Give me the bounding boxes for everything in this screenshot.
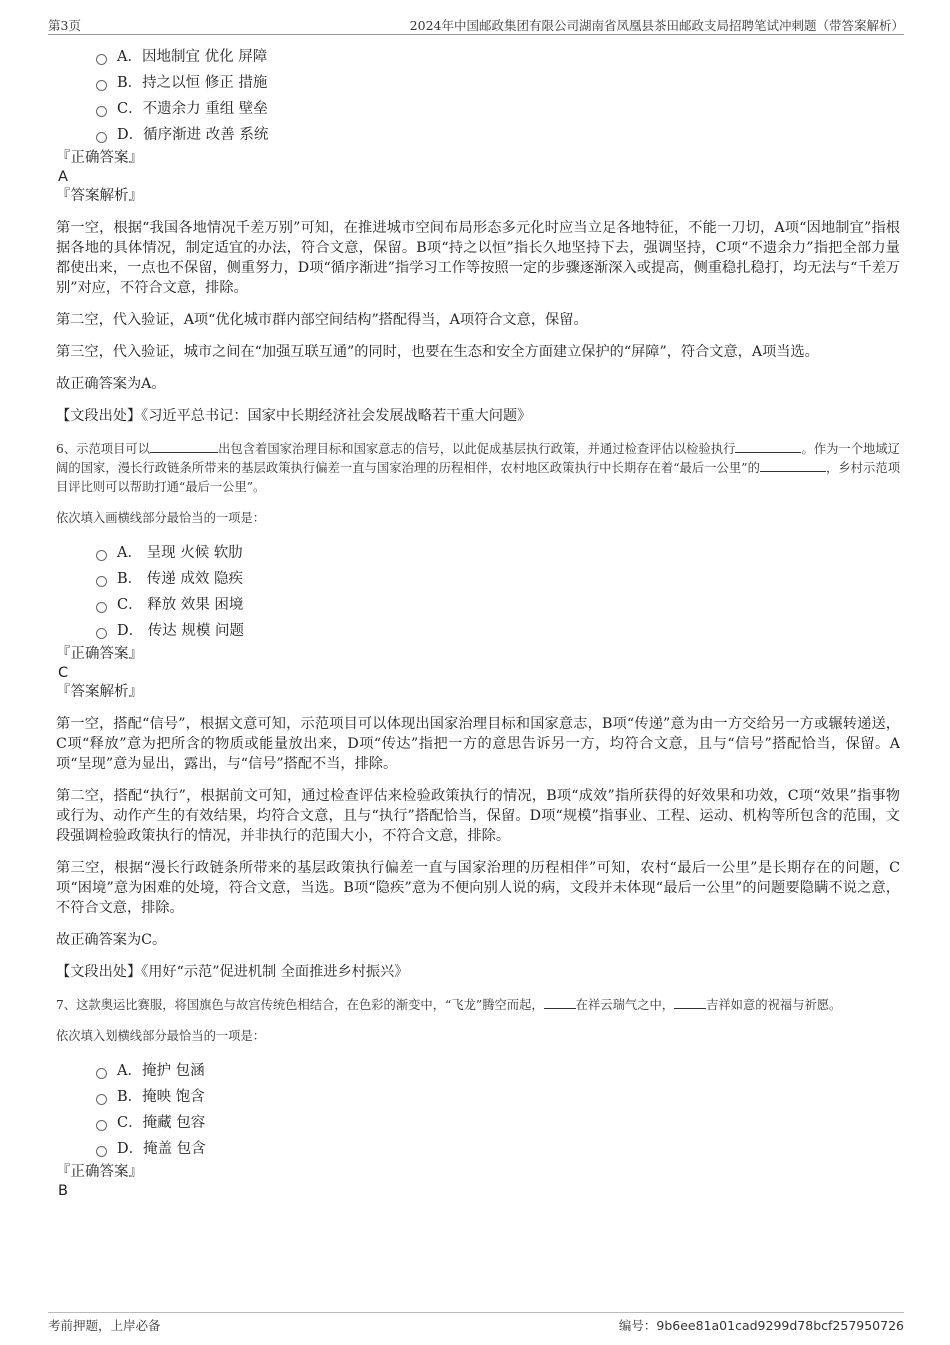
blank-line [674,996,706,1009]
radio-icon[interactable] [96,576,107,587]
q6-stem: 6、示范项目可以 出包含着国家治理目标和国家意志的信号，以此促成基层执行政策，并通过检查评估以检验执行 。作为一个地域辽阔的国家，漫长行政链条所带来的基层政策执行偏差一直与国家治理的历程相伴，农村地区政策执行中长期存在着“最后一公里”的 ，乡村示范项目评比则可以帮助打通“最后一公里”。 [56,442,900,494]
page-header [48,14,904,35]
q6-source: 【文段出处】《用好“示范”促进机制 全面推进乡村振兴》 [56,964,409,980]
radio-icon[interactable] [96,106,107,117]
radio-icon[interactable] [96,628,107,639]
radio-icon[interactable] [96,80,107,91]
q5-analysis-4: 故正确答案为A。 [56,376,166,392]
page-number: 第3页 [48,18,81,33]
q6-option-a[interactable]: A． 呈现 火候 软肋 [96,540,900,566]
document-title: 2024年中国邮政集团有限公司湖南省凤凰县茶田邮政支局招聘笔试冲刺题（带答案解析） [409,18,904,33]
q5-option-d[interactable]: D．循序渐进 改善 系统 [96,122,900,148]
radio-icon[interactable] [96,132,107,143]
document-body [56,44,900,1200]
q6-analysis-label: 『答案解析』 [56,684,143,700]
radio-icon[interactable] [96,550,107,561]
q6-answer: C [58,665,69,681]
document-code: 编号：9b6ee81a01cad9299d78bcf257950726 [618,1318,904,1333]
q5-analysis-1: 第一空，根据“我国各地情况千差万别”可知，在推进城市空间布局形态多元化时应当立足各地特征，不能一刀切，A项“因地制宜”指根据各地的具体情况，制定适宜的办法，符合文意，保留。B项“持之以恒”指长久地坚持下去，强调坚持，C项“不遗余力”指把全部力量都使出来，一点也不保留，侧重努力，D项“循序渐进”指学习工作等按照一定的步骤逐渐深入或提高，侧重稳扎稳打，均无法与“千差万别”对应，不符合文意，排除。 [56,220,900,296]
q6-analysis-1: 第一空，搭配“信号”，根据文意可知，示范项目可以体现出国家治理目标和国家意志，B项“传递”意为由一方交给另一方或辗转递送，C项“释放”意为把所含的物质或能量放出来，D项“传达”指把一方的意思告诉另一方，均符合文意，且与“信号”搭配恰当，保留。A项“呈现”意为显出，露出，与“信号”搭配不当，排除。 [56,716,900,772]
q5-option-b[interactable]: B．持之以恒 修正 措施 [96,70,900,96]
radio-icon[interactable] [96,1146,107,1157]
blank-line [760,459,826,472]
q6-option-d[interactable]: D． 传达 规模 问题 [96,618,900,644]
blank-line [150,440,218,453]
q7-option-c[interactable]: C．掩藏 包容 [96,1110,900,1136]
q7-stem: 7、这款奥运比赛服，将国旗色与故宫传统色相结合，在色彩的渐变中，“飞龙”腾空而起， 在祥云瑞气之中， 吉祥如意的祝福与祈愿。 [56,998,842,1012]
q6-analysis-4: 故正确答案为C。 [56,932,167,948]
q5-options [96,44,900,148]
q5-answer-label: 『正确答案』 [56,150,143,166]
q5-source: 【文段出处】《习近平总书记：国家中长期经济社会发展战略若干重大问题》 [56,408,532,424]
blank-line [544,996,576,1009]
q5-option-c[interactable]: C．不遗余力 重组 壁垒 [96,96,900,122]
q5-analysis-2: 第二空，代入验证，A项“优化城市群内部空间结构”搭配得当，A项符合文意，保留。 [56,312,588,328]
q6-options [96,540,900,644]
q5-option-a[interactable]: A．因地制宜 优化 屏障 [96,44,900,70]
q6-prompt: 依次填入画横线部分最恰当的一项是： [56,511,266,525]
q7-options [96,1058,900,1162]
radio-icon[interactable] [96,54,107,65]
q6-analysis-2: 第二空，搭配“执行”，根据前文可知，通过检查评估来检验政策执行的情况，B项“成效”指所获得的好效果和功效，C项“效果”指事物或行为、动作产生的有效结果，均符合文意，且与“执行”搭配恰当，保留。D项“规模”指事业、工程、运动、机构等所包含的范围，文段强调检验政策执行的情况，并非执行的范围大小，不符合文意，排除。 [56,788,900,844]
q5-analysis-3: 第三空，代入验证，城市之间在“加强互联互通”的同时，也要在生态和安全方面建立保护的“屏障”，符合文意，A项当选。 [56,344,819,360]
q5-answer: A [58,169,68,185]
radio-icon[interactable] [96,602,107,613]
q6-option-b[interactable]: B． 传递 成效 隐疾 [96,566,900,592]
q7-answer-label: 『正确答案』 [56,1164,143,1180]
q7-prompt: 依次填入划横线部分最恰当的一项是： [56,1029,266,1043]
blank-line [735,440,801,453]
q6-option-c[interactable]: C． 释放 效果 困境 [96,592,900,618]
q7-option-d[interactable]: D．掩盖 包含 [96,1136,900,1162]
q6-answer-label: 『正确答案』 [56,646,143,662]
radio-icon[interactable] [96,1120,107,1131]
q7-option-a[interactable]: A．掩护 包涵 [96,1058,900,1084]
q6-analysis-3: 第三空，根据“漫长行政链条所带来的基层政策执行偏差一直与国家治理的历程相伴”可知，农村“最后一公里”是长期存在的问题，C项“困境”意为困难的处境，符合文意，当选。B项“隐疾”意为不便向别人说的病，文段并未体现“最后一公里”的问题要隐瞒不说之意，不符合文意，排除。 [56,860,900,916]
q5-analysis-label: 『答案解析』 [56,188,143,204]
page-footer [48,1312,904,1335]
footer-slogan: 考前押题，上岸必备 [48,1318,161,1333]
q7-answer: B [58,1183,68,1199]
q7-option-b[interactable]: B．掩映 饱含 [96,1084,900,1110]
radio-icon[interactable] [96,1094,107,1105]
radio-icon[interactable] [96,1068,107,1079]
